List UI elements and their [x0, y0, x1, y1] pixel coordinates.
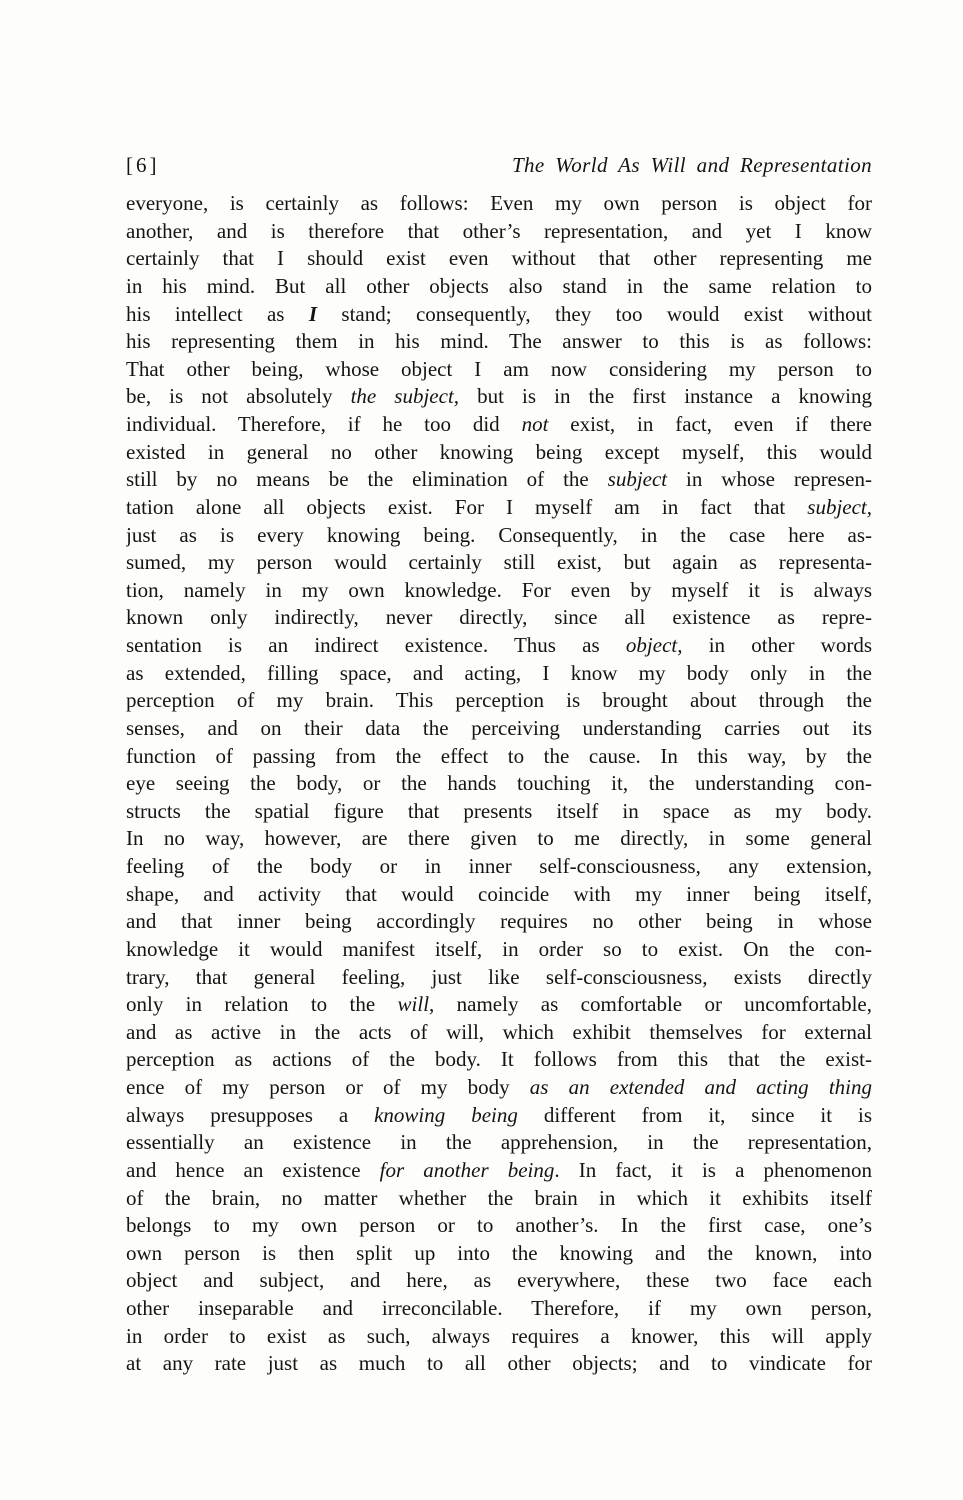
text-run: in other words	[682, 633, 872, 657]
text-line	[126, 825, 872, 853]
text-run: at any rate just as much to all other objects; and to vindicate for	[126, 1351, 872, 1376]
text-line	[126, 1185, 872, 1213]
text-line	[126, 439, 872, 467]
text-line	[126, 1240, 872, 1268]
text-line	[126, 411, 872, 439]
text-run: for another being	[379, 1157, 555, 1182]
text-run: feeling of the body or in inner self-consciousness, any extension,	[126, 854, 872, 878]
text-run: other inseparable and irreconcilable. Therefore, if my own person,	[126, 1296, 872, 1320]
text-run: still by no means be the elimination of the	[126, 467, 608, 492]
text-run: belongs to my own person or to another’s. In the first case, one’s	[126, 1213, 872, 1238]
text-run: shape, and activity that would coincide with my inner being itself,	[126, 881, 872, 906]
text-run: will,	[397, 992, 435, 1017]
text-run: structs the spatial figure that presents itself in space as my body.	[126, 798, 872, 823]
text-line	[126, 1129, 872, 1157]
text-run: knowledge it would manifest itself, in order so to exist. On the con-	[126, 936, 872, 961]
text-line	[126, 1212, 872, 1240]
text-run: essentially an existence in the apprehension, in the representation,	[126, 1130, 872, 1155]
text-line	[126, 908, 872, 936]
text-run: just as is every knowing being. Consequently, in the case here as-	[126, 522, 872, 547]
text-line	[126, 1157, 872, 1185]
text-run: existed in general no other knowing being except myself, this would	[126, 439, 872, 464]
text-run: subject,	[807, 494, 872, 519]
text-line	[126, 356, 872, 384]
text-line	[126, 1350, 872, 1378]
text-run: but is in the first instance a knowing	[459, 384, 872, 409]
text-line	[126, 798, 872, 826]
text-run: the subject,	[350, 384, 460, 409]
text-line	[126, 577, 872, 605]
text-run: . In fact, it is a phenomenon	[554, 1157, 872, 1182]
text-run: namely as comfortable or uncomfortable,	[434, 992, 872, 1017]
text-run: exist, in fact, even if there	[548, 412, 872, 436]
text-line	[126, 687, 872, 715]
text-run: of the brain, no matter whether the brain in which it exhibits itself	[126, 1185, 872, 1210]
text-run: as extended, filling space, and acting, I know my body only in the	[126, 660, 872, 685]
text-run: different from it, since it is	[517, 1102, 872, 1127]
text-run: object and subject, and here, as everywhere, these two face each	[126, 1268, 872, 1293]
text-line	[126, 853, 872, 881]
text-line	[126, 328, 872, 356]
text-run: knowing being	[374, 1102, 518, 1127]
text-run: his representing them in his mind. The answer to this is as follows:	[126, 329, 872, 354]
text-run: and hence an existence	[126, 1157, 380, 1182]
text-line	[126, 245, 872, 273]
text-run: individual. Therefore, if he too did	[126, 412, 522, 436]
text-line	[126, 466, 872, 494]
text-line	[126, 218, 872, 246]
text-line	[126, 743, 872, 771]
text-line	[126, 964, 872, 992]
text-run: eye seeing the body, or the hands touching it, the understanding con-	[126, 771, 872, 796]
text-line	[126, 1267, 872, 1295]
text-run: sentation is an indirect existence. Thus as	[126, 633, 626, 657]
text-run: in order to exist as such, always requires a knower, this will apply	[126, 1323, 872, 1348]
text-run: ence of my person or of my body	[126, 1075, 530, 1099]
text-run: function of passing from the effect to the cause. In this way, by the	[126, 743, 872, 768]
text-run: sumed, my person would certainly still exist, but again as representa-	[126, 550, 872, 575]
text-line	[126, 604, 872, 632]
text-line	[126, 715, 872, 743]
text-run: in whose represen-	[667, 467, 872, 492]
text-run: another, and is therefore that other’s representation, and yet I know	[126, 218, 872, 243]
text-run: in his mind. But all other objects also stand in the same relation to	[126, 273, 872, 298]
text-run: tation alone all objects exist. For I myself am in fact that	[126, 494, 808, 519]
text-run: known only indirectly, never directly, since all existence as repre-	[126, 605, 872, 630]
text-run: own person is then split up into the knowing and the known, into	[126, 1240, 872, 1265]
text-run: not	[521, 412, 549, 436]
text-line	[126, 494, 872, 522]
text-line	[126, 1019, 872, 1047]
text-run: That other being, whose object I am now considering my person to	[126, 356, 872, 381]
text-run: trary, that general feeling, just like self-consciousness, exists directly	[126, 964, 872, 989]
text-line	[126, 301, 872, 329]
text-line	[126, 991, 872, 1019]
text-run: be, is not absolutely	[126, 384, 351, 409]
text-line	[126, 522, 872, 550]
text-run: everyone, is certainly as follows: Even my own person is object for	[126, 191, 872, 215]
text-line	[126, 1046, 872, 1074]
text-run: tion, namely in my own knowledge. For even by myself it is always	[126, 577, 872, 602]
paragraph	[126, 190, 872, 1378]
text-line	[126, 770, 872, 798]
text-run: I	[308, 301, 318, 326]
text-run: and as active in the acts of will, which exhibit themselves for external	[126, 1019, 872, 1044]
text-run: always presupposes a	[126, 1102, 375, 1127]
running-head	[126, 151, 872, 179]
text-line	[126, 549, 872, 577]
text-run: senses, and on their data the perceiving understanding carries out its	[126, 715, 872, 740]
text-line	[126, 881, 872, 909]
text-run: and that inner being accordingly requires no other being in whose	[126, 909, 872, 934]
text-run: stand; consequently, they too would exist without	[317, 301, 872, 326]
text-line	[126, 660, 872, 688]
text-line	[126, 383, 872, 411]
text-line	[126, 1295, 872, 1323]
text-line	[126, 632, 872, 660]
page-number: [6]	[126, 153, 160, 177]
text-line	[126, 1323, 872, 1351]
text-run: his intellect as	[126, 301, 309, 326]
text-line	[126, 273, 872, 301]
text-line	[126, 1074, 872, 1102]
text-run: object,	[625, 633, 683, 657]
text-run: certainly that I should exist even without that other representing me	[126, 246, 872, 271]
text-run: perception as actions of the body. It follows from this that the exist-	[126, 1047, 872, 1072]
running-title: The World As Will and Representation	[511, 153, 872, 177]
text-line	[126, 190, 872, 218]
text-line	[126, 936, 872, 964]
text-run: perception of my brain. This perception is brought about through the	[126, 688, 872, 713]
text-run: subject	[607, 467, 668, 492]
text-run: In no way, however, are there given to me directly, in some general	[126, 826, 872, 851]
text-run: as an extended and acting thing	[529, 1075, 872, 1099]
text-run: only in relation to the	[126, 992, 398, 1017]
text-line	[126, 1102, 872, 1130]
